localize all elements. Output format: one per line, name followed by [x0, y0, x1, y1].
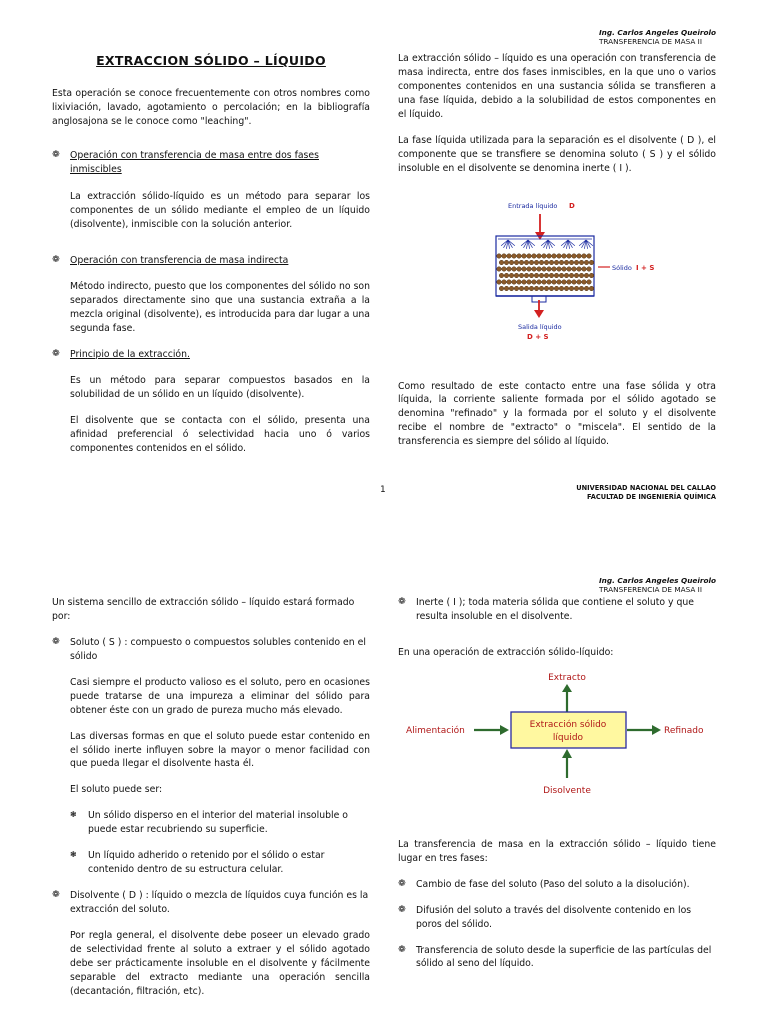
- bullet-heading: Operación con transferencia de masa entre dos fases inmiscibles: [70, 149, 319, 175]
- solid-particle: [567, 279, 572, 284]
- right-column: [398, 52, 716, 449]
- soluto-type-item: [52, 809, 370, 837]
- inerte-text: toda materia sólida que contiene el soluto y que resulta insoluble en el disolvente.: [416, 597, 695, 622]
- solid-particle: [519, 273, 524, 278]
- bullet-inmiscibles: [52, 149, 370, 177]
- soluto-type-text: Un sólido disperso en el interior del material insoluble o puede estar recubriendo su superficie.: [88, 810, 348, 836]
- phases-intro: La transferencia de masa en la extracción sólido – líquido tiene lugar en tres fases:: [398, 838, 716, 864]
- refinado-arrowhead: [652, 725, 661, 735]
- solid-particle: [562, 253, 567, 258]
- solid-particle: [574, 286, 579, 291]
- solid-particle: [532, 253, 537, 258]
- bullet-icon: ❁: [52, 636, 60, 647]
- bullet-principio: [52, 348, 370, 362]
- phase-item: [398, 944, 716, 972]
- bullet-icon: ❁: [398, 944, 406, 955]
- solid-particle: [539, 286, 544, 291]
- soluto-paragraph: Casi siempre el producto valioso es el soluto, pero en ocasiones puede tratarse de una impureza a eliminar del sólido para obtener éste con un grado de pureza mucho más elevado.: [70, 676, 370, 716]
- solid-particle: [572, 279, 577, 284]
- bullet-text: Es un método para separar compuestos basados en la solubilidad de un sólido en un líquido (disolvente).: [70, 374, 370, 400]
- solid-particle: [574, 260, 579, 265]
- course-name: TRANSFERENCIA DE MASA II: [598, 37, 702, 47]
- solid-particle: [584, 286, 589, 291]
- solid-particle: [509, 273, 514, 278]
- solid-particle: [519, 260, 524, 265]
- university-name: UNIVERSIDAD NACIONAL DEL CALLAO: [576, 484, 716, 492]
- solid-particle: [512, 279, 517, 284]
- solid-bed: [497, 253, 594, 290]
- bullet-icon: ❁: [52, 348, 60, 359]
- solid-particle: [562, 266, 567, 271]
- solid-particle: [577, 279, 582, 284]
- solid-particle: [499, 286, 504, 291]
- solid-particle: [539, 273, 544, 278]
- phase-item: [398, 878, 716, 892]
- page-footer: [576, 484, 716, 502]
- soluto-paragraph: El soluto puede ser:: [70, 784, 163, 796]
- solid-particle: [529, 273, 534, 278]
- solid-particle: [504, 286, 509, 291]
- outlet-arrowhead: [534, 310, 544, 318]
- definition-paragraph: La extracción sólido – líquido es una operación con transferencia de masa indirecta, entre dos fases inmiscibles, en la que uno o varios componentes contenidos en una sustancia sólida se transfieren a una fase líquida, debido a la solubilidad de estos componentes en el líquido.: [398, 53, 716, 120]
- solid-particle: [557, 266, 562, 271]
- solid-particle: [502, 266, 507, 271]
- solid-particle: [582, 266, 587, 271]
- solid-particle: [549, 260, 554, 265]
- page-2: [0, 550, 768, 1024]
- solid-particle: [582, 279, 587, 284]
- solid-label: Sólido: [612, 263, 632, 272]
- operation-intro: En una operación de extracción sólido-líquido:: [398, 646, 614, 658]
- solid-particle: [524, 273, 529, 278]
- solid-particle: [542, 279, 547, 284]
- solid-particle: [552, 253, 557, 258]
- bullet-text: El disolvente que se contacta con el sólido, presenta una afinidad preferencial ó selectividad hacia uno ó varios componentes contenidos en el sólido.: [70, 414, 370, 454]
- solid-particle: [564, 286, 569, 291]
- author-name: Ing. Carlos Angeles Queirolo: [598, 28, 716, 37]
- solid-particle: [559, 286, 564, 291]
- page-gap: [0, 510, 768, 550]
- disolvente-label: Disolvente: [543, 785, 591, 796]
- solid-particle: [507, 253, 512, 258]
- solid-particle: [569, 273, 574, 278]
- system-intro: Un sistema sencillo de extracción sólido – líquido estará formado por:: [52, 597, 355, 622]
- phase-item: [398, 904, 716, 932]
- spray-nozzles: [501, 240, 593, 249]
- bullet-icon: ❁: [398, 597, 406, 607]
- solid-particle: [547, 253, 552, 258]
- left-column: [52, 596, 370, 999]
- solid-particle: [504, 260, 509, 265]
- solid-particle: [512, 253, 517, 258]
- solid-particle: [519, 286, 524, 291]
- soluto-paragraph: Las diversas formas en que el soluto puede estar contenido en el sólido inerte influyen sobre la mayor o menor facilidad con que pueda llegar el disolvente hasta él.: [70, 730, 370, 770]
- soluto-heading: Soluto ( S ) :: [70, 636, 128, 648]
- right-column: [398, 596, 716, 971]
- page-title: EXTRACCION SÓLIDO – LÍQUIDO: [96, 53, 326, 68]
- solid-particle: [534, 286, 539, 291]
- solid-particle: [512, 266, 517, 271]
- inlet-letter: D: [569, 201, 575, 210]
- alimentacion-arrowhead: [500, 725, 509, 735]
- solid-particle: [569, 286, 574, 291]
- solid-particle: [537, 253, 542, 258]
- course-name: TRANSFERENCIA DE MASA II: [598, 585, 702, 595]
- disolvente-arrowhead: [562, 749, 572, 758]
- solid-particle: [587, 253, 592, 258]
- solid-particle: [552, 279, 557, 284]
- author-name: Ing. Carlos Angeles Queirolo: [598, 576, 716, 585]
- solid-particle: [514, 273, 519, 278]
- solid-particle: [517, 279, 522, 284]
- solid-particle: [547, 279, 552, 284]
- outlet-letters: D + S: [527, 332, 549, 341]
- phase-text: Cambio de fase del soluto (Paso del soluto a la disolución).: [416, 878, 690, 890]
- solid-particle: [542, 253, 547, 258]
- extraction-figure: [398, 186, 716, 376]
- bullet-soluto: [52, 636, 370, 664]
- solid-particle: [507, 266, 512, 271]
- left-column: [52, 52, 370, 456]
- solid-particle: [509, 286, 514, 291]
- solid-particle: [589, 286, 594, 291]
- solid-particle: [539, 260, 544, 265]
- bullet-text: Método indirecto, puesto que los componentes del sólido no son separados directamente sino que una sustancia extraña a la mezcla original (disolvente), es introducida para dar lugar a una segunda fase.: [70, 281, 370, 334]
- solid-particle: [544, 286, 549, 291]
- solid-particle: [524, 260, 529, 265]
- soluto-type-text: Un líquido adherido o retenido por el sólido o estar contenido dentro de su estructura celular.: [88, 850, 325, 876]
- solid-particle: [527, 266, 532, 271]
- solid-particle: [517, 253, 522, 258]
- solid-particle: [537, 266, 542, 271]
- solid-particle: [544, 273, 549, 278]
- solid-particle: [554, 273, 559, 278]
- solid-particle: [577, 253, 582, 258]
- phase-text: Transferencia de soluto desde la superficie de las partículas del sólido al seno del líquido.: [416, 944, 712, 970]
- solid-particle: [552, 266, 557, 271]
- solid-particle: [554, 260, 559, 265]
- solid-particle: [584, 260, 589, 265]
- inerte-heading: Inerte ( I );: [416, 597, 466, 608]
- solid-particle: [522, 253, 527, 258]
- solid-particle: [579, 273, 584, 278]
- solid-particle: [564, 260, 569, 265]
- refinado-label: Refinado: [664, 725, 704, 736]
- solid-particle: [589, 260, 594, 265]
- solid-particle: [504, 273, 509, 278]
- solid-particle: [564, 273, 569, 278]
- solid-particle: [547, 266, 552, 271]
- intro-paragraph: Esta operación se conoce frecuentemente con otros nombres como lixiviación, lavado, agotamiento o percolación; en la bibliografía anglosajona se le conoce como "leaching".: [52, 87, 370, 127]
- disolvente-heading: Disolvente ( D ) :: [70, 890, 149, 902]
- solid-particle: [534, 273, 539, 278]
- solid-particle: [579, 260, 584, 265]
- bullet-disolvente: [52, 889, 370, 917]
- solid-particle: [549, 286, 554, 291]
- solid-particle: [524, 286, 529, 291]
- disolvente-paragraph: Por regla general, el disolvente debe poseer un elevado grado de selectividad frente al soluto a extraer y el sólido agotado debe ser prácticamente insoluble en el disolvente y fácilmente separable del extracto mediante una operación sencilla (decantación, filtración, etc).: [70, 929, 370, 997]
- bullet-icon: ❁: [52, 890, 60, 901]
- soluto-type-item: [52, 849, 370, 877]
- asterisk-icon: ❃: [70, 810, 77, 820]
- solid-particle: [587, 279, 592, 284]
- solid-particle: [522, 279, 527, 284]
- solid-particle: [534, 260, 539, 265]
- solid-particle: [574, 273, 579, 278]
- solid-particle: [514, 260, 519, 265]
- solid-particle: [554, 286, 559, 291]
- page-1: [0, 0, 768, 510]
- solid-particle: [582, 253, 587, 258]
- page-header: [599, 28, 716, 46]
- solid-particle: [562, 279, 567, 284]
- solid-particle: [532, 266, 537, 271]
- solid-particle: [497, 279, 502, 284]
- solid-particle: [557, 253, 562, 258]
- inlet-label: Entrada líquido: [508, 201, 558, 210]
- solid-particle: [497, 253, 502, 258]
- solid-particle: [542, 266, 547, 271]
- faculty-name: FACULTAD DE INGENIERÍA QUÍMICA: [587, 492, 716, 501]
- alimentacion-label: Alimentación: [406, 725, 465, 736]
- solid-particle: [567, 253, 572, 258]
- solid-particle: [579, 286, 584, 291]
- bullet-icon: ❁: [52, 255, 60, 266]
- solid-particle: [557, 279, 562, 284]
- solid-particle: [587, 266, 592, 271]
- solid-particle: [527, 253, 532, 258]
- solid-particle: [549, 273, 554, 278]
- result-paragraph: Como resultado de este contacto entre una fase sólida y otra líquida, la corriente saliente formada por el sólido agotado se denomina "refinado" y la formada por el soluto y el disolvente recibe el nombre de "extracto" o "miscela". El sentido de la transferencia es siempre del sólido al líquido.: [398, 380, 716, 448]
- bullet-heading: Principio de la extracción.: [70, 348, 190, 360]
- phases-paragraph: La fase líquida utilizada para la separación es el disolvente ( D ), el componente que se transfiere se denomina soluto ( S ) y el sólido insoluble en el disolvente se denomina inerte ( I ).: [398, 134, 716, 174]
- bullet-icon: ❁: [398, 878, 406, 889]
- solid-particle: [589, 273, 594, 278]
- page-number: 1: [380, 485, 386, 495]
- solid-particle: [572, 266, 577, 271]
- solid-particle: [577, 266, 582, 271]
- solid-particle: [509, 260, 514, 265]
- block-diagram: [398, 668, 716, 838]
- extraction-box-line2: líquido: [552, 732, 584, 743]
- solid-particle: [584, 273, 589, 278]
- solid-particle: [497, 266, 502, 271]
- solid-particle: [544, 260, 549, 265]
- process-diagram: [398, 668, 716, 838]
- extraction-box-line1: Extracción sólido: [529, 719, 607, 730]
- solid-particle: [502, 279, 507, 284]
- solid-particle: [559, 260, 564, 265]
- bullet-icon: ❁: [398, 904, 406, 915]
- bullet-text: La extracción sólido-líquido es un método para separar los componentes de un sólido mediante el empleo de un líquido (disolvente), inmiscible con la solución anterior.: [70, 191, 370, 231]
- solid-particle: [522, 266, 527, 271]
- solid-particle: [499, 273, 504, 278]
- solid-particle: [537, 279, 542, 284]
- bullet-heading: Operación con transferencia de masa indirecta: [70, 255, 289, 267]
- solid-particle: [507, 279, 512, 284]
- bullet-indirecta: [52, 254, 370, 268]
- page-header: [599, 576, 716, 594]
- extractor-diagram: [398, 186, 716, 376]
- solid-particle: [559, 273, 564, 278]
- extracto-label: Extracto: [548, 672, 586, 683]
- soluto-text: compuesto o compuestos solubles contenido en el sólido: [70, 636, 366, 662]
- solid-particle: [527, 279, 532, 284]
- solid-particle: [529, 260, 534, 265]
- solid-particle: [502, 253, 507, 258]
- phase-text: Difusión del soluto a través del disolvente contenido en los poros del sólido.: [416, 904, 692, 930]
- bullet-icon: ❁: [52, 149, 60, 160]
- solid-particle: [567, 266, 572, 271]
- disolvente-text: líquido o mezcla de líquidos cuya función es la extracción del soluto.: [70, 890, 369, 915]
- asterisk-icon: ❃: [70, 850, 77, 860]
- extracto-arrowhead: [562, 684, 572, 692]
- solid-particle: [514, 286, 519, 291]
- bullet-inerte: [398, 596, 716, 624]
- solid-particle: [569, 260, 574, 265]
- solid-particle: [517, 266, 522, 271]
- solid-letters: I + S: [636, 263, 655, 272]
- solid-particle: [532, 279, 537, 284]
- solid-particle: [499, 260, 504, 265]
- solid-particle: [529, 286, 534, 291]
- outlet-label: Salida líquido: [518, 322, 562, 331]
- solid-particle: [572, 253, 577, 258]
